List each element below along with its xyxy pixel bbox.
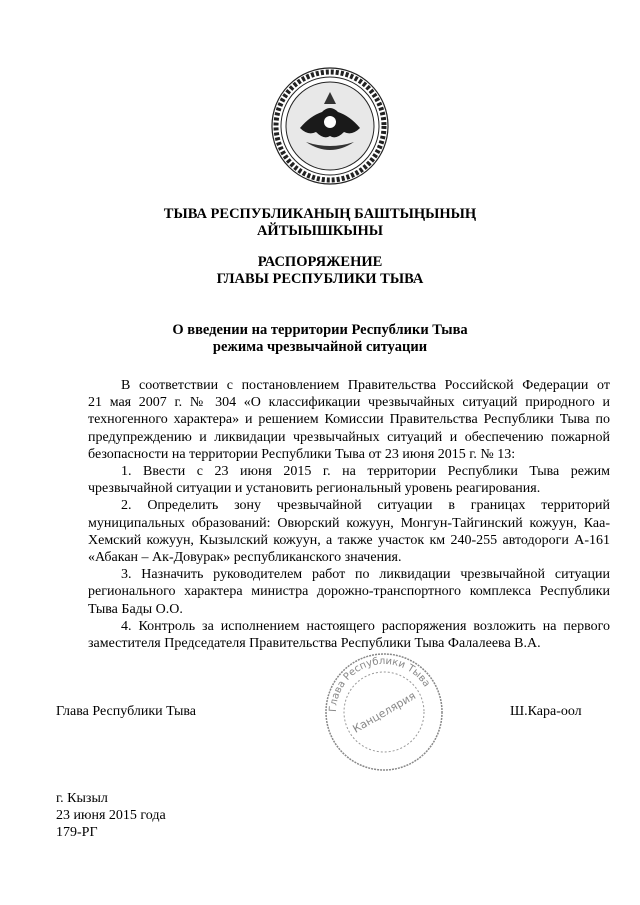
body-line: 3. Назначить руководителем работ по ликвидации чрезвычайной ситуации — [121, 567, 610, 583]
body-line: В соответствии с постановлением Правительства Российской Федерации от — [121, 378, 610, 393]
header-russian — [0, 254, 640, 288]
body-line: «Абакан – Ак-Довурак» республиканского значения. — [88, 550, 402, 566]
header-tuvan — [0, 206, 640, 240]
footer-date: 23 июня 2015 года — [56, 808, 166, 823]
document-footer — [56, 790, 166, 841]
paragraph-item-2 — [88, 497, 610, 566]
body-line: 2. Определить зону чрезвычайной ситуации в границах территорий — [121, 498, 610, 514]
footer-city: г. Кызыл — [56, 791, 108, 806]
signature-name: Ш.Кара-оол — [510, 704, 582, 719]
office-stamp — [322, 650, 446, 774]
svg-text:Глава Республики Тыва: Глава Республики Тыва — [327, 655, 432, 713]
body-line: 1. Ввести с 23 июня 2015 г. на территории Республики Тыва режим — [121, 464, 610, 480]
issuer: ГЛАВЫ РЕСПУБЛИКИ ТЫВА — [216, 271, 424, 287]
document-body — [88, 377, 610, 652]
body-line: Тыва Бады О.О. — [88, 601, 183, 617]
body-line: заместителя Председателя Правительства Республики Тыва Фалалеева В.А. — [88, 636, 541, 652]
body-line: регионального характера министра дорожно-транспортного комплекса Республики — [88, 584, 610, 600]
doc-type: РАСПОРЯЖЕНИЕ — [257, 254, 383, 270]
body-line: 21 мая 2007 г. № 304 «О классификации чрезвычайных ситуаций природного и — [88, 395, 610, 411]
paragraph-item-1 — [88, 463, 610, 497]
svg-text:Канцелярия: Канцелярия — [350, 689, 418, 736]
body-line: муниципальных образований: Овюрский кожуун, Монгун-Тайгинский кожуун, Каа- — [88, 515, 610, 531]
body-line: предупреждению и ликвидации чрезвычайных ситуаций и обеспечению пожарной — [88, 429, 610, 445]
body-line: чрезвычайной ситуации и установить региональный уровень реагирования. — [88, 481, 541, 497]
body-line: 4. Контроль за исполнением настоящего распоряжения возложить на первого — [121, 618, 610, 634]
body-line: безопасности на территории Республики Тыва от 23 июня 2015 г. № 13: — [88, 446, 516, 462]
paragraph-item-4 — [88, 618, 610, 652]
title-line2: режима чрезвычайной ситуации — [212, 339, 428, 355]
coat-of-arms-emblem — [270, 66, 390, 186]
body-line: техногенного характера» и решением Комиссии Правительства Республики Тыва по — [88, 412, 610, 428]
paragraph-item-3 — [88, 566, 610, 618]
document-title — [0, 322, 640, 356]
title-line1: О введении на территории Республики Тыва — [172, 322, 468, 338]
signature-position: Глава Республики Тыва — [56, 704, 197, 719]
header-tuvan-line2: АЙТЫЫШКЫНЫ — [256, 223, 384, 239]
paragraph-preamble — [88, 377, 610, 463]
header-tuvan-line1: ТЫВА РЕСПУБЛИКАНЫҢ БАШТЫҢЫНЫҢ — [163, 206, 477, 222]
footer-number: 179-РГ — [56, 825, 98, 840]
body-line: Хемский кожуун, Кызылский кожуун, а также участок км 240-255 автодороги А-161 — [88, 532, 610, 548]
